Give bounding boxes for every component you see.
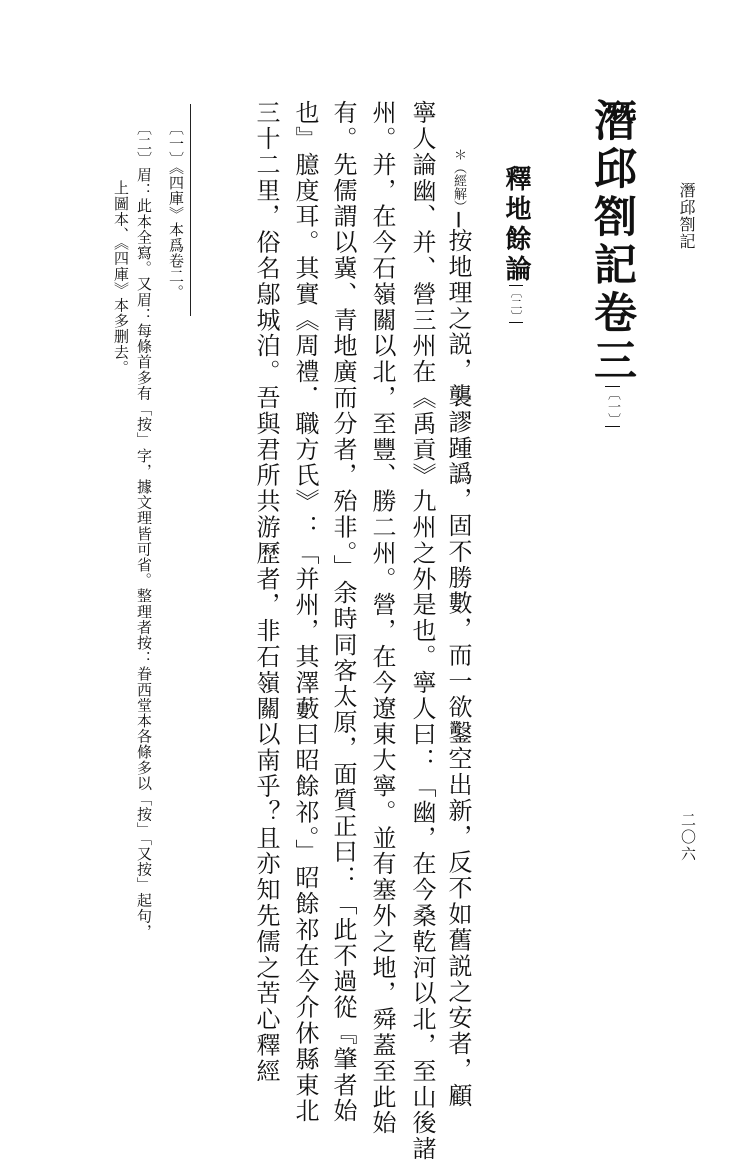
running-head: 潛邱劄記 xyxy=(677,182,696,250)
footnote-2: 〔二〕眉：此本全寫。又眉：每條首多有「按」字，據文理皆可省。整理者按：眷西堂本各條多以「按」「又按」起句， xyxy=(135,120,153,940)
body-line-4: 有。先儒謂以冀、青地廣而分者，殆非。」余時同客太原，面質正曰：「此不過從『肇者始 xyxy=(329,100,357,1124)
volume-title-text: 潛邱劄記卷三 xyxy=(587,98,637,386)
body-line-1 xyxy=(446,148,470,1109)
body-line-5: 也』臆度耳。其實《周禮．職方氏》：「并州，其澤藪曰昭餘祁。」昭餘祁在今介休縣東北 xyxy=(291,100,319,1124)
footnote-divider xyxy=(190,104,191,316)
section-heading-note: 〔二〕 xyxy=(509,286,523,322)
body-line-2: 寧人論幽、并、營三州在《禹貢》九州之外是也。寧人曰：「幽，在今桑乾河以北，至山後諸 xyxy=(408,100,436,1162)
page-number: 二〇六 xyxy=(679,812,697,863)
volume-title xyxy=(587,98,637,427)
section-heading-text: 釋地餘論 xyxy=(501,165,531,285)
volume-title-note: 〔一〕 xyxy=(605,387,620,426)
section-heading xyxy=(503,165,529,323)
body-line-3: 州。并，在今石嶺關以北，至豐、勝二州。營，在今遼東大寧。並有塞外之地，舜蓋至此始 xyxy=(368,100,396,1136)
body-line-1-marker: ＊（經解）┃ xyxy=(451,148,466,228)
body-line-6: 三十二里，俗名鄔城泊。吾與君所共游歷者，非石嶺關以南乎？且亦知先儒之苦心釋經 xyxy=(252,100,280,1085)
footnote-2-continued: 上圖本、《四庫》本多删去。 xyxy=(112,180,130,376)
body-line-1-text: 按地理之説，襲謬踵譌，固不勝數，而一欲鑿空出新，反不如舊説之安者，顧 xyxy=(444,228,472,1109)
footnote-1: 〔一〕《四庫》本爲卷二。 xyxy=(167,120,185,300)
